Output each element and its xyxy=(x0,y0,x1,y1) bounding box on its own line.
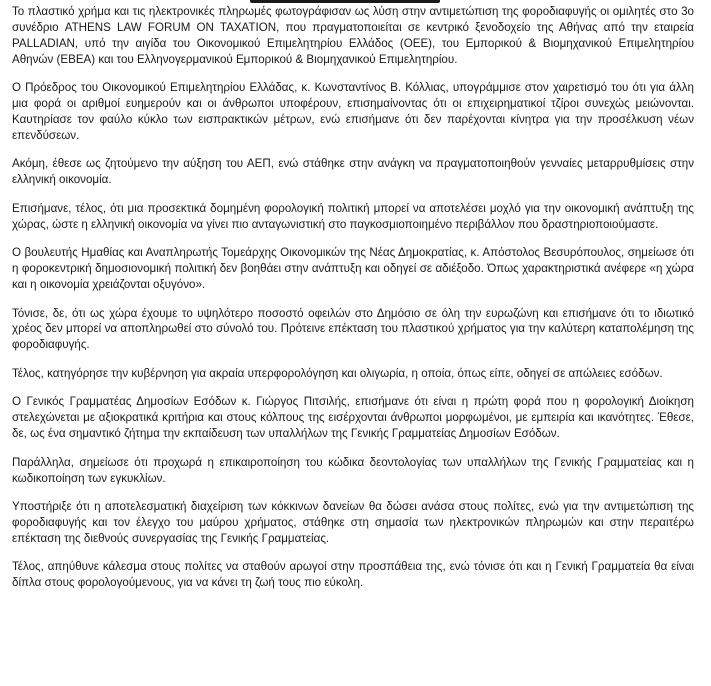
paragraph-public-debt: Τόνισε, δε, ότι ως χώρα έχουμε το υψηλότερο ποσοστό οφειλών στο Δημόσιο σε όλη την ευρωζώνη και επισήμανε ότι το ιδιωτικό χρέος δεν μπορεί να αποπληρωθεί στο σύνολό του. Πρότεινε επέκταση του πλαστικού χρήματος για την καλύτερη καταπολέμηση της φοροδιαφυγής. xyxy=(12,306,694,352)
paragraph-kollias-greeting: Ο Πρόεδρος του Οικονομικού Επιμελητηρίου Ελλάδας, κ. Κωνσταντίνος Β. Κόλλιας, υπογράμμισε στον χαιρετισμό του ότι για άλλη μια φορά οι αριθμοί ευημερούν και οι άνθρωποι υποφέρουν, επισημαίνοντας ότι οι επιχειρηματικοί τζίροι συνεχώς μειώνονται. Καυτηρίασε τον φαύλο κύκλο των εισπρακτικών μέτρων, ενώ επισήμανε ότι δεν παρέχονται κίνητρα για την προσέλκυση νέων επενδύσεων. xyxy=(12,81,694,142)
paragraph-tax-policy: Επισήμανε, τέλος, ότι μια προσεκτικά δομημένη φορολογική πολιτική μπορεί να αποτελέσει μοχλό για την οικονομική ανάπτυξη της χώρας, ώστε η ελληνική οικονομία να γίνει πιο ανταγωνιστική στο παγκοσμιοποιημένο περιβάλλον που δραστηριοποιούμαστε. xyxy=(12,201,694,231)
paragraph-bad-loans: Υποστήριξε ότι η αποτελεσματική διαχείριση των κόκκινων δανείων θα δώσει ανάσα στους πολίτες, ενώ για την αντιμετώπιση της φοροδιαφυγής και τον έλεγχο του μαύρου χρήματος, στάθηκε στη σημασία των ηλεκτρονικών πληρωμών και στην περαιτέρω επέκταση της διεθνούς συνεργασίας της Γενικής Γραμματείας. xyxy=(12,500,694,545)
article-body xyxy=(12,4,694,604)
paragraph-code-of-conduct: Παράλληλα, σημείωσε ότι προχωρά η επικαιροποίηση του κώδικα δεοντολογίας των υπαλλήλων της Γενικής Γραμματείας και η κωδικοποίηση των εγκυκλίων. xyxy=(12,455,694,485)
paragraph-call-to-citizens: Τέλος, απηύθυνε κάλεσμα στους πολίτες να σταθούν αρωγοί στην προσπάθεια της, ενώ τόνισε ότι και η Γενική Γραμματεία θα είναι δίπλα στους φορολογούμενους, για να κάνει τη ζωή τους πιο εύκολη. xyxy=(12,560,694,590)
paragraph-gdp-reforms: Ακόμη, έθεσε ως ζητούμενο την αύξηση του ΑΕΠ, ενώ στάθηκε στην ανάγκη να πραγματοποιηθούν γενναίες μεταρρυθμίσεις στην ελληνική οικονομία. xyxy=(12,157,694,187)
paragraph-pitsilis: Ο Γενικός Γραμματέας Δημοσίων Εσόδων κ. Γιώργος Πιτσιλής, επισήμανε ότι είναι η πρώτη φορά που η φορολογική Διοίκηση στελεχώνεται με αξιοκρατικά κριτήρια και στους κόλπους της εισέρχονται άνθρωποι μορφωμένοι, με εμπειρία και ικανότητες. Έθεσε, δε, ως ένα σημαντικό ζήτημα την εκπαίδευση των υπαλλήλων της Γενικής Γραμματείας Δημοσίων Εσόδων. xyxy=(12,395,694,441)
paragraph-overtaxation: Τέλος, κατηγόρησε την κυβέρνηση για ακραία υπερφορολόγηση και ολιγωρία, η οποία, όπως είπε, οδηγεί σε απώλειες εσόδων. xyxy=(12,366,663,380)
paragraph-vesyropoulos: Ο βουλευτής Ημαθίας και Αναπληρωτής Τομεάρχης Οικονομικών της Νέας Δημοκρατίας, κ. Απόστολος Βεσυρόπουλος, σημείωσε ότι η φοροκεντρική δημοσιονομική πολιτική δεν βοηθάει στην ανάπτυξη και οδηγεί σε αδιέξοδο. Όπως χαρακτηριστικά ανέφερε «η χώρα και η οικονομία χρειάζονται οξυγόνο». xyxy=(12,246,694,292)
cropped-heading-fragment xyxy=(250,0,440,3)
paragraph-intro: Το πλαστικό χρήμα και τις ηλεκτρονικές πληρωμές φωτογράφισαν ως λύση στην αντιμετώπιση της φοροδιαφυγής οι ομιλητές στο 3ο συνέδριο ATHENS LAW FORUM ON TAXATION, που πραγματοποιείται σε κεντρικό ξενοδοχείο της Αθήνας από την εταιρεία PALLADIAN, υπό την αιγίδα του Οικονομικού Επιμελητηρίου Ελλάδος (ΟΕΕ), του Εμπορικού & Βιομηχανικού Επιμελητηρίου Αθηνών (ΕΒΕΑ) και του Ελληνογερμανικού Εμπορικού & Βιομηχανικού Επιμελητηρίου. xyxy=(12,5,694,66)
